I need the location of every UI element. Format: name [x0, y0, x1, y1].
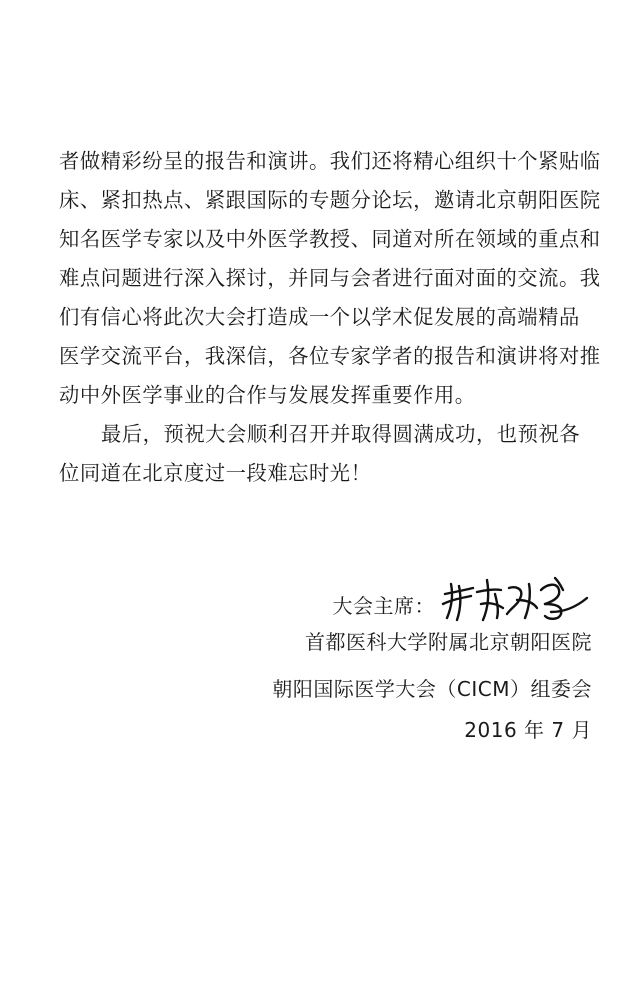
- text-line: 医学交流平台，我深信，各位专家学者的报告和演讲将对推: [59, 344, 601, 368]
- text-line: 们有信心将此次大会打造成一个以学术促发展的高端精品: [59, 305, 580, 329]
- text-line: 动中外医学事业的合作与发展发挥重要作用。: [59, 383, 476, 407]
- text-line: 位同道在北京度过一段难忘时光！: [59, 461, 372, 485]
- text-line: 者做精彩纷呈的报告和演讲。我们还将精心组织十个紧贴临: [59, 149, 601, 173]
- text-line: 最后，预祝大会顺利召开并取得圆满成功，也预祝各: [101, 422, 581, 446]
- committee-name: 朝阳国际医学大会（CICM）组委会: [272, 677, 592, 701]
- handwritten-signature: [437, 574, 592, 624]
- text-line: 床、紧扣热点、紧跟国际的专题分论坛，邀请北京朝阳医院: [59, 188, 601, 212]
- chair-signature-line: [333, 574, 593, 624]
- text-line: 难点问题进行深入探讨，并同与会者进行面对面的交流。我: [59, 266, 601, 290]
- text-line: 知名医学专家以及中外医学教授、同道对所在领域的重点和: [59, 227, 601, 251]
- chair-label: 大会主席：: [332, 593, 435, 618]
- organization-name: 首都医科大学附属北京朝阳医院: [305, 630, 592, 654]
- letter-date: 2016 年 7 月: [464, 718, 592, 742]
